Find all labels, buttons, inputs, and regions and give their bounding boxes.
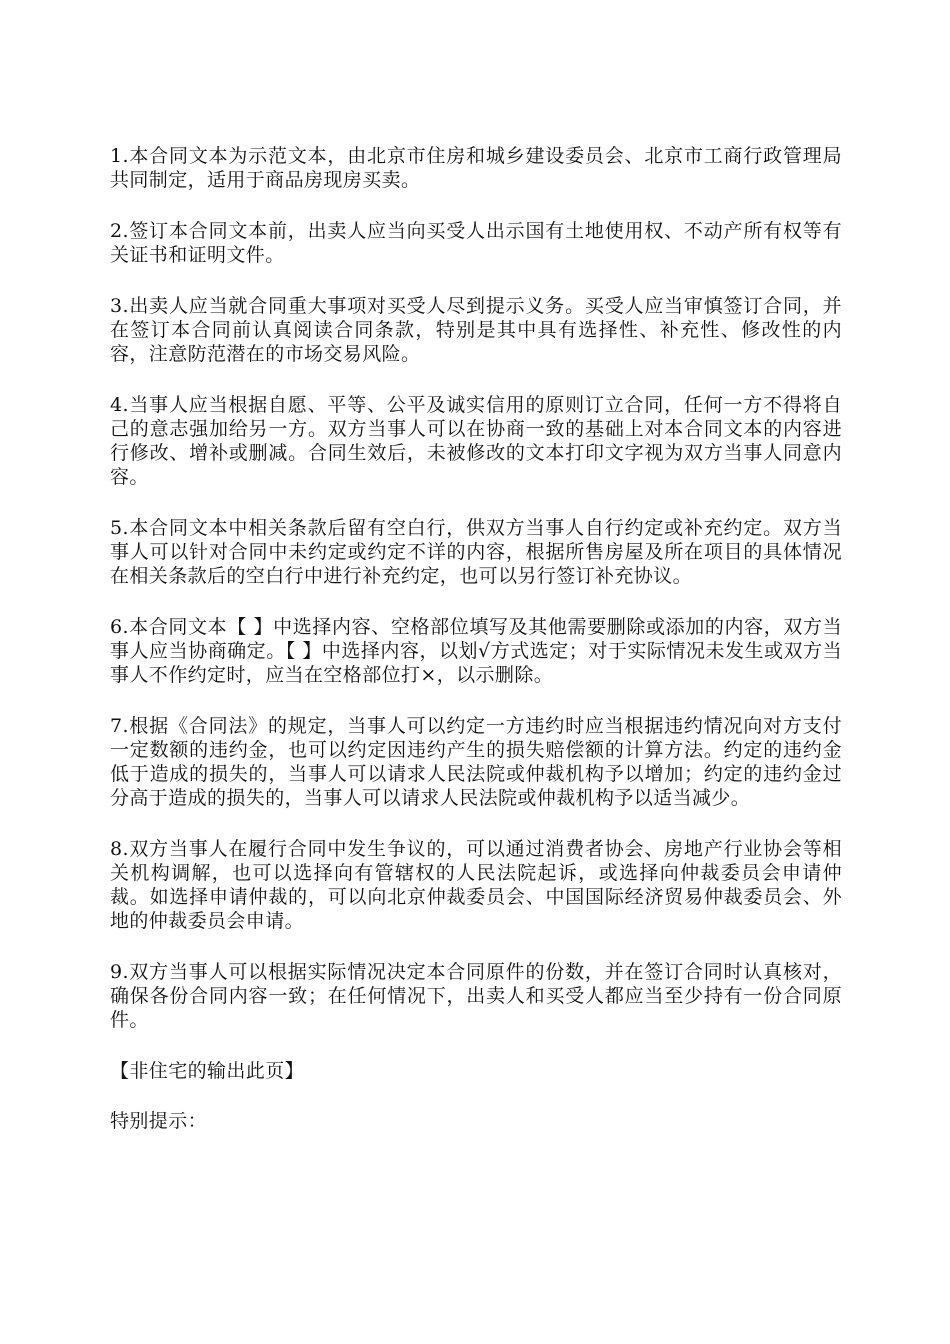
non-residential-output-note: 【非住宅的输出此页】	[110, 1060, 305, 1082]
paragraph-3: 3.出卖人应当就合同重大事项对买受人尽到提示义务。买受人应当审慎签订合同，并在签订本合同前认真阅读合同条款，特别是其中具有选择性、补充性、修改性的内容，注意防范潜在的市场交易风险。	[110, 295, 842, 365]
paragraph-8: 8.双方当事人在履行合同中发生争议的，可以通过消费者协会、房地产行业协会等相关机构调解，也可以选择向有管辖权的人民法院起诉，或选择向仲裁委员会申请仲裁。如选择申请仲裁的，可以向北京仲裁委员会、中国国际经济贸易仲裁委员会、外地的仲裁委员会申请。	[110, 838, 842, 932]
paragraph-9: 9.双方当事人可以根据实际情况决定本合同原件的份数，并在签订合同时认真核对，确保各份合同内容一致；在任何情况下，出卖人和买受人都应当至少持有一份合同原件。	[110, 961, 842, 1031]
paragraph-1: 1.本合同文本为示范文本，由北京市住房和城乡建设委员会、北京市工商行政管理局共同制定，适用于商品房现房买卖。	[110, 145, 842, 191]
paragraph-5: 5.本合同文本中相关条款后留有空白行，供双方当事人自行约定或补充约定。双方当事人可以针对合同中未约定或约定不详的内容，根据所售房屋及所在项目的具体情况在相关条款后的空白行中进行补充约定，也可以另行签订补充协议。	[110, 517, 842, 587]
special-notice-heading: 特别提示：	[110, 1110, 208, 1132]
paragraph-2: 2.签订本合同文本前，出卖人应当向买受人出示国有土地使用权、不动产所有权等有关证书和证明文件。	[110, 220, 842, 266]
paragraph-4: 4.当事人应当根据自愿、平等、公平及诚实信用的原则订立合同，任何一方不得将自己的意志强加给另一方。双方当事人可以在协商一致的基础上对本合同文本的内容进行修改、增补或删减。合同生效后，未被修改的文本打印文字视为双方当事人同意内容。	[110, 394, 842, 488]
paragraph-6: 6.本合同文本【 】中选择内容、空格部位填写及其他需要删除或添加的内容，双方当事人应当协商确定。【 】中选择内容，以划√方式选定；对于实际情况未发生或双方当事人不作约定时，应当在空格部位打×，以示删除。	[110, 616, 842, 686]
paragraph-7: 7.根据《合同法》的规定，当事人可以约定一方违约时应当根据违约情况向对方支付一定数额的违约金，也可以约定因违约产生的损失赔偿额的计算方法。约定的违约金低于造成的损失的，当事人可以请求人民法院或仲裁机构予以增加；约定的违约金过分高于造成的损失的，当事人可以请求人民法院或仲裁机构予以适当减少。	[110, 715, 842, 809]
document-body	[110, 144, 842, 1160]
